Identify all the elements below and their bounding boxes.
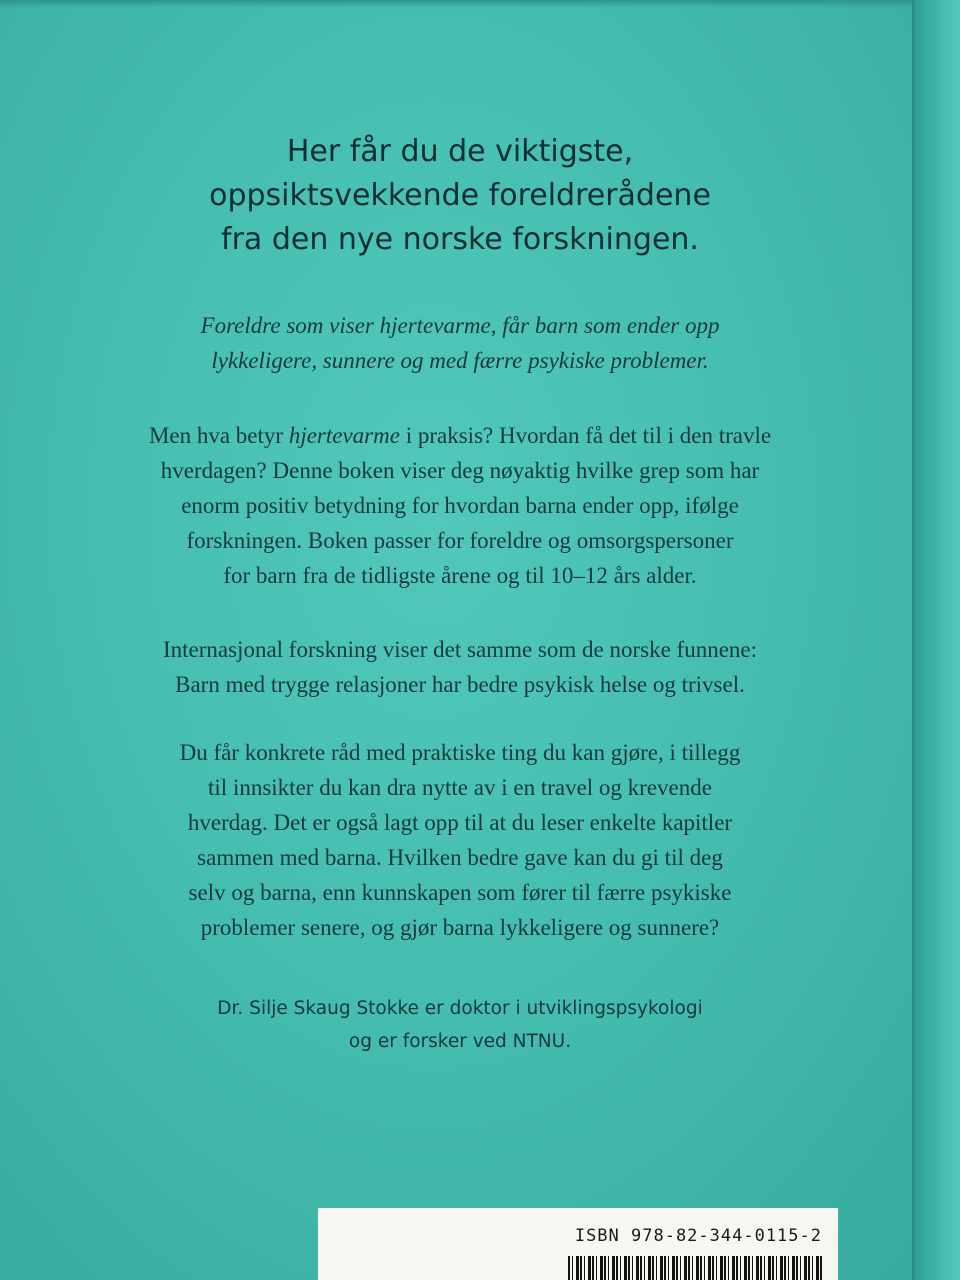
author-line: og er forsker ved NTNU.	[348, 1031, 572, 1052]
body1-line: enorm positiv betydning for hvordan barna ender opp, ifølge	[181, 493, 739, 518]
cover-spine-edge	[912, 0, 960, 1280]
body-paragraph-3	[90, 735, 830, 945]
body1-text: Men hva betyr	[148, 423, 289, 448]
headline-line: Her får du de viktigste,	[286, 134, 634, 169]
body1-text: i praksis? Hvordan få det til i den travle	[399, 423, 772, 448]
body2-line: Barn med trygge relasjoner har bedre psykisk helse og trivsel.	[175, 672, 745, 697]
body3-line: problemer senere, og gjør barna lykkeligere og sunnere?	[200, 915, 720, 940]
cover-top-edge	[0, 0, 960, 8]
isbn-label	[318, 1208, 838, 1280]
body1-line: for barn fra de tidligste årene og til 10–12 års alder.	[223, 563, 697, 588]
body3-line: til innsikter du kan dra nytte av i en travel og krevende	[208, 775, 712, 800]
body3-line: sammen med barna. Hvilken bedre gave kan du gi til deg	[197, 845, 723, 870]
body1-line: hverdagen? Denne boken viser deg nøyaktig hvilke grep som har	[160, 458, 760, 483]
body3-line: hverdag. Det er også lagt opp til at du leser enkelte kapitler	[187, 810, 733, 835]
body-paragraph-2	[90, 632, 830, 702]
author-bio	[140, 992, 780, 1058]
isbn-number: ISBN 978-82-344-0115-2	[574, 1226, 822, 1246]
headline-line: fra den nye norske forskningen.	[221, 222, 699, 257]
body3-line: Du får konkrete råd med praktiske ting du kan gjøre, i tillegg	[179, 740, 741, 765]
body-paragraph-1	[90, 418, 830, 593]
intro-paragraph	[90, 308, 830, 378]
author-line: Dr. Silje Skaug Stokke er doktor i utviklingspsykologi	[217, 998, 703, 1019]
body3-line: selv og barna, enn kunnskapen som fører til færre psykiske	[188, 880, 732, 905]
barcode	[568, 1256, 822, 1280]
headline	[120, 130, 800, 262]
headline-line: oppsiktsvekkende foreldrerådene	[209, 178, 711, 213]
body1-line: forskningen. Boken passer for foreldre og omsorgspersoner	[186, 528, 734, 553]
body1-line-1	[90, 418, 830, 453]
intro-line: Foreldre som viser hjertevarme, får barn som ender opp	[200, 313, 720, 338]
intro-line: lykkeligere, sunnere og med færre psykiske problemer.	[211, 348, 709, 373]
body1-emphasis: hjertevarme	[288, 423, 400, 448]
body2-line: Internasjonal forskning viser det samme som de norske funnene:	[162, 637, 757, 662]
